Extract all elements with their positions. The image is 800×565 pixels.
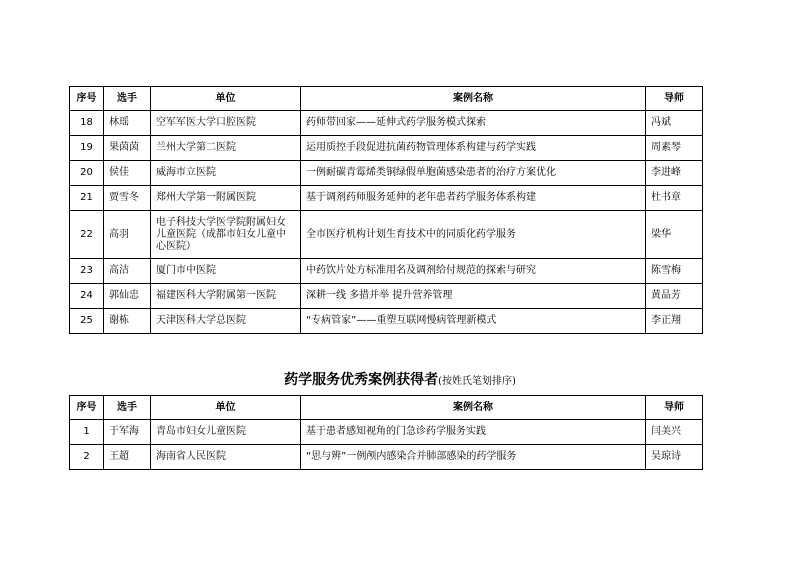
cell-case-name: 一例耐碳青霉烯类铜绿假单胞菌感染患者的治疗方案优化 [301,161,646,186]
cell-index: 23 [70,259,104,284]
cell-contestant: 侯佳 [104,161,151,186]
cell-index: 21 [70,186,104,211]
col-header-index: 序号 [70,87,104,111]
cell-case-name: 运用质控手段促进抗菌药物管理体系构建与药学实践 [301,136,646,161]
cell-mentor: 李正翔 [646,309,703,334]
table-header-row [70,87,703,111]
cell-index: 2 [70,445,104,470]
cell-case-name: 基于调剂药师服务延伸的老年患者药学服务体系构建 [301,186,646,211]
cell-institution: 郑州大学第一附属医院 [151,186,301,211]
table-row [70,136,703,161]
section-title-text: 药学服务优秀案例获得者 [284,372,439,388]
cell-mentor: 黄品芳 [646,284,703,309]
col-header-case-name: 案例名称 [301,87,646,111]
cell-contestant: 林瑶 [104,111,151,136]
col-header-index: 序号 [70,396,104,420]
cell-institution: 兰州大学第二医院 [151,136,301,161]
cell-institution: 福建医科大学附属第一医院 [151,284,301,309]
cell-institution: 空军军医大学口腔医院 [151,111,301,136]
cell-index: 24 [70,284,104,309]
cell-mentor: 冯斌 [646,111,703,136]
table-row [70,420,703,445]
cell-case-name: 深耕一线 多措并举 提升营养管理 [301,284,646,309]
table-row [70,211,703,259]
cell-institution: 电子科技大学医学院附属妇女儿童医院（成都市妇女儿童中心医院） [151,211,301,259]
cell-contestant: 王超 [104,445,151,470]
cell-contestant: 谢栋 [104,309,151,334]
cell-case-name: “专病管家”——重塑互联网慢病管理新模式 [301,309,646,334]
cell-mentor: 闫美兴 [646,420,703,445]
cell-index: 18 [70,111,104,136]
table-row [70,111,703,136]
cell-institution: 天津医科大学总医院 [151,309,301,334]
cell-mentor: 李进峰 [646,161,703,186]
section-title [0,369,800,389]
cell-mentor: 陈雪梅 [646,259,703,284]
cell-index: 22 [70,211,104,259]
cell-index: 20 [70,161,104,186]
table-header-row [70,396,703,420]
cell-mentor: 周素琴 [646,136,703,161]
cell-mentor: 梁华 [646,211,703,259]
table-row [70,284,703,309]
award-table-2 [69,395,703,470]
col-header-contestant: 选手 [104,396,151,420]
cell-contestant: 贾雪冬 [104,186,151,211]
cell-contestant: 果茵茵 [104,136,151,161]
col-header-institution: 单位 [151,87,301,111]
table-row [70,309,703,334]
table-row [70,445,703,470]
cell-case-name: 基于患者感知视角的门急诊药学服务实践 [301,420,646,445]
cell-case-name: 药师带回家——延伸式药学服务模式探索 [301,111,646,136]
cell-index: 19 [70,136,104,161]
table-row [70,161,703,186]
award-table-1 [69,86,703,334]
cell-contestant: 高羽 [104,211,151,259]
table-row [70,259,703,284]
cell-contestant: 高洁 [104,259,151,284]
cell-index: 1 [70,420,104,445]
cell-institution: 威海市立医院 [151,161,301,186]
table-row [70,186,703,211]
cell-contestant: 郭仙忠 [104,284,151,309]
cell-institution: 厦门市中医院 [151,259,301,284]
col-header-mentor: 导师 [646,396,703,420]
cell-case-name: 全市医疗机构计划生育技术中的同质化药学服务 [301,211,646,259]
section-title-note: (按姓氏笔划排序) [438,376,516,387]
cell-mentor: 吴琼诗 [646,445,703,470]
cell-institution: 海南省人民医院 [151,445,301,470]
cell-mentor: 杜书章 [646,186,703,211]
cell-contestant: 于军海 [104,420,151,445]
col-header-contestant: 选手 [104,87,151,111]
col-header-institution: 单位 [151,396,301,420]
cell-case-name: “思与辨”一例颅内感染合并肺部感染的药学服务 [301,445,646,470]
cell-index: 25 [70,309,104,334]
col-header-case-name: 案例名称 [301,396,646,420]
cell-institution: 青岛市妇女儿童医院 [151,420,301,445]
col-header-mentor: 导师 [646,87,703,111]
cell-case-name: 中药饮片处方标准用名及调剂给付规范的探索与研究 [301,259,646,284]
